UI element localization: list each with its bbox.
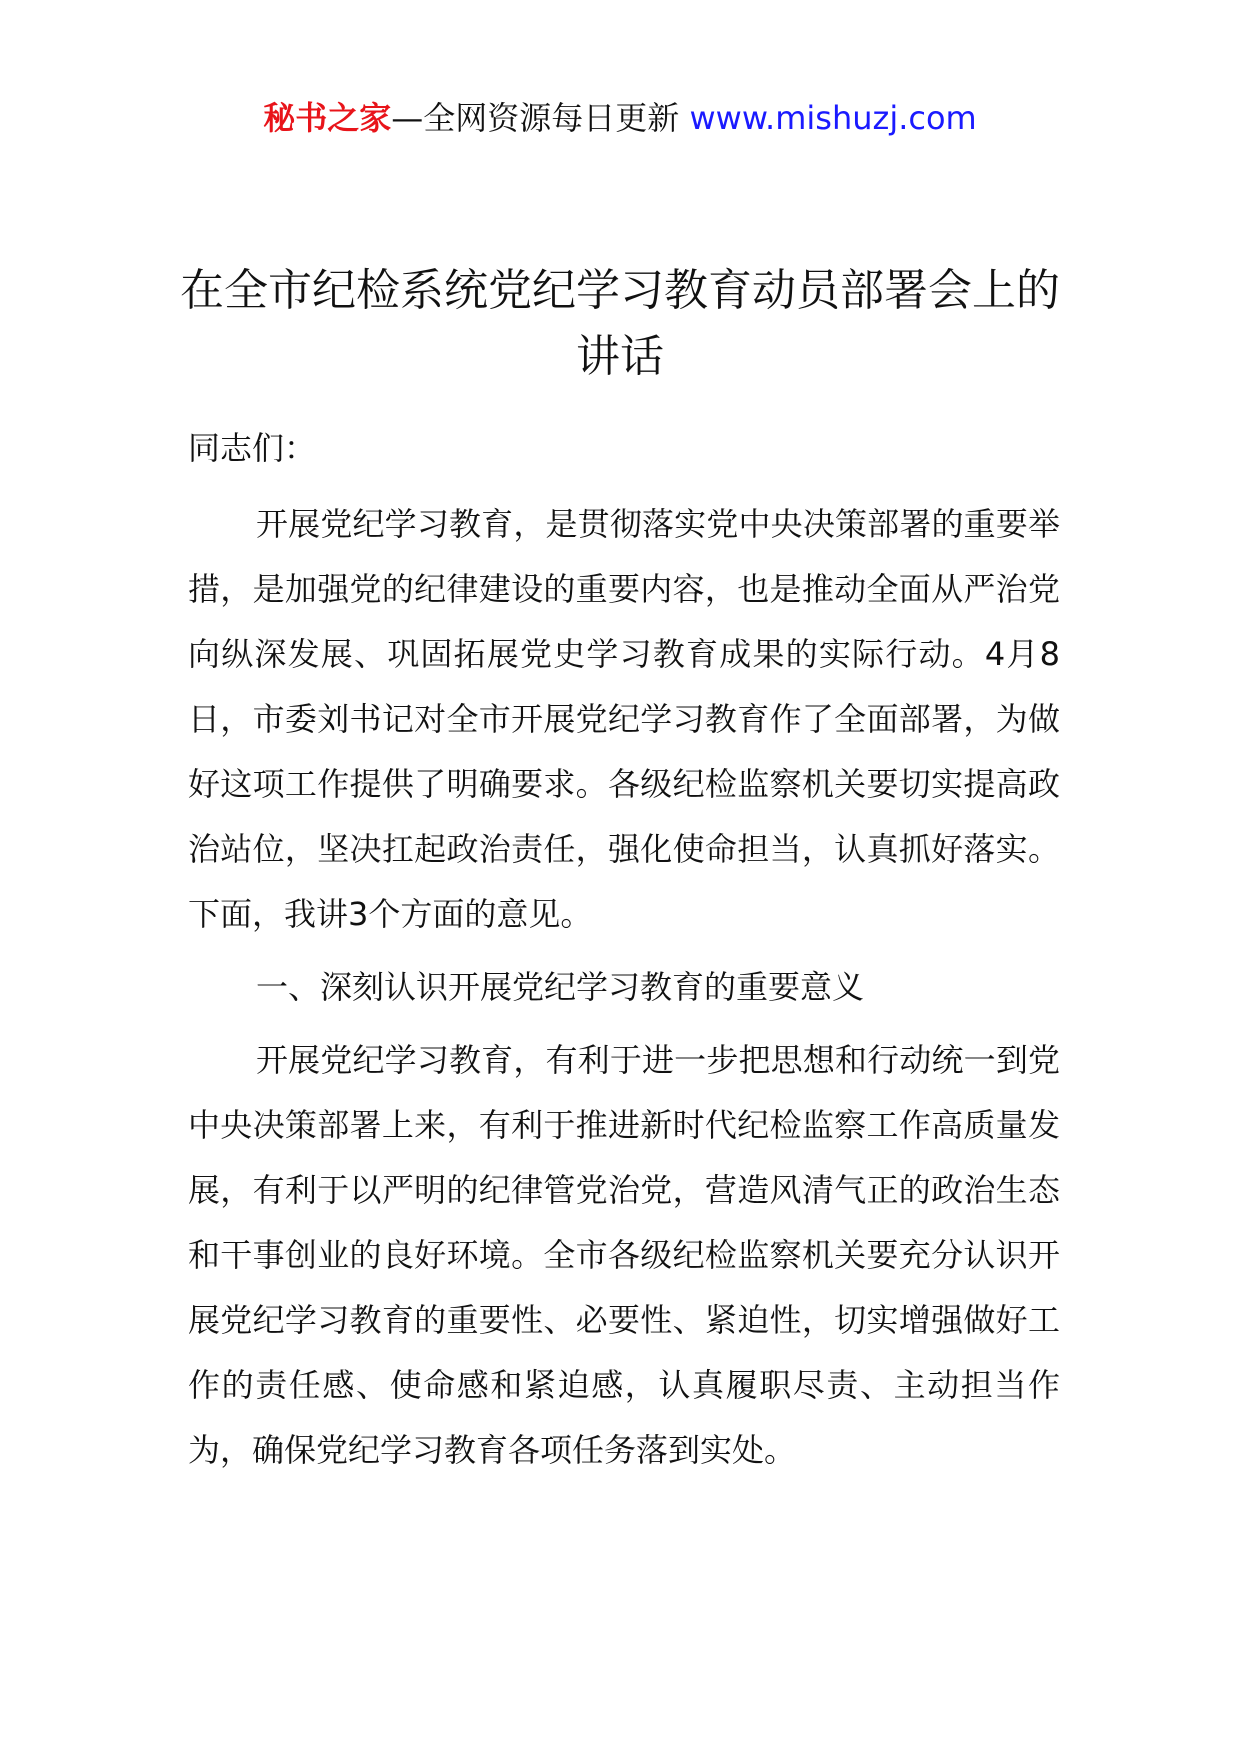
paragraph-1: 开展党纪学习教育，是贯彻落实党中央决策部署的重要举措，是加强党的纪律建设的重要内容，也是推动全面从严治党向纵深发展、巩固拓展党史学习教育成果的实际行动。4月8日，市委刘书记对全市开展党纪学习教育作了全面部署，为做好这项工作提供了明确要求。各级纪检监察机关要切实提高政治站位，坚决扛起政治责任，强化使命担当，认真抓好落实。下面，我讲3个方面的意见。 [188, 505, 1060, 933]
site-banner [0, 96, 1240, 140]
document-title: 在全市纪检系统党纪学习教育动员部署会上的讲话 [180, 265, 1060, 382]
salutation: 同志们： [188, 429, 317, 467]
document-body [188, 492, 1060, 1491]
section-heading-1: 一、深刻认识开展党纪学习教育的重要意义 [256, 968, 865, 1006]
site-brand: 秘书之家 [263, 99, 392, 137]
site-tagline: —全网资源每日更新 [391, 99, 690, 137]
site-url-link[interactable]: www.mishuzj.com [689, 99, 977, 137]
paragraph-2: 开展党纪学习教育，有利于进一步把思想和行动统一到党中央决策部署上来，有利于推进新时代纪检监察工作高质量发展，有利于以严明的纪律管党治党，营造风清气正的政治生态和干事创业的良好环境。全市各级纪检监察机关要充分认识开展党纪学习教育的重要性、必要性、紧迫性，切实增强做好工作的责任感、使命感和紧迫感，认真履职尽责、主动担当作为，确保党纪学习教育各项任务落到实处。 [188, 1041, 1060, 1469]
